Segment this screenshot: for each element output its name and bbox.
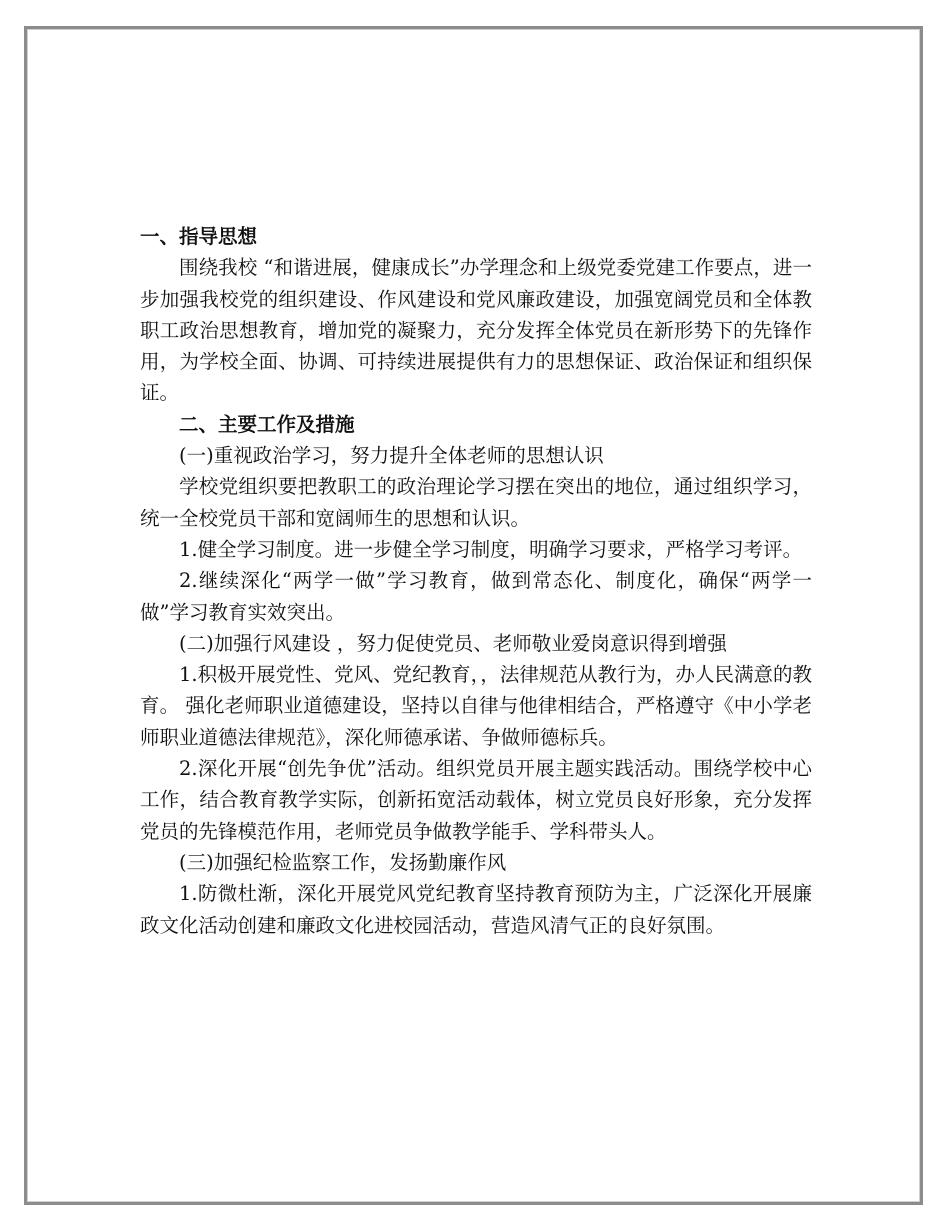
subheading-political-study: (一)重视政治学习，努力提升全体老师的思想认识: [179, 444, 604, 468]
paragraph-guiding-ideology: 围绕我校 “和谐进展，健康成长”办学理念和上级党委党建工作要点，进一步加强我校党的组织建设、作风建设和党风廉政建设，加强宽阔党员和全体教职工政治思想教育，增加党的凝聚力，充分发挥全体党员在新形势下的先锋作用，为学校全面、协调、可持续进展提供有力的思想保证、政治保证和组织保证。: [140, 256, 812, 405]
list-item-excellence-activity: 2.深化开展“创先争优”活动。组织党员开展主题实践活动。围绕学校中心工作，结合教育教学实际，创新拓宽活动载体，树立党员良好形象，充分发挥党员的先锋模范作用，老师党员争做教学能手、学科带头人。: [140, 757, 812, 843]
subheading-discipline-inspection: (三)加强纪检监察工作，发扬勤廉作风: [179, 850, 507, 874]
list-item-study-system: 1.健全学习制度。进一步健全学习制度，明确学习要求，严格学习考评。: [179, 537, 803, 561]
section-heading-main-work: 二、主要工作及措施: [179, 412, 355, 436]
paragraph-political-study: 学校党组织要把教职工的政治理论学习摆在突出的地位，通过组织学习，统一全校党员干部和宽阔师生的思想和认识。: [140, 475, 812, 530]
list-item-prevention: 1.防微杜渐，深化开展党风党纪教育坚持教育预防为主，广泛深化开展廉政文化活动创建和廉政文化进校园活动，营造风清气正的良好氛围。: [140, 882, 812, 937]
section-heading-guiding-ideology: 一、指导思想: [140, 225, 258, 248]
list-item-two-studies: 2.继续深化“两学一做”学习教育，做到常态化、制度化，确保“两学一做”学习教育实效突出。: [140, 569, 812, 624]
document-body: [140, 221, 812, 941]
subheading-work-style: (二)加强行风建设 ，努力促使党员、老师敬业爱岗意识得到增强: [179, 631, 727, 655]
list-item-party-education: 1.积极开展党性、党风、党纪教育，，法律规范从教行为，办人民满意的教育。 强化老师职业道德建设，坚持以自律与他律相结合，严格遵守《中小学老师职业道德法律规范》，深化师德承诺、争做师德标兵。: [140, 663, 812, 749]
